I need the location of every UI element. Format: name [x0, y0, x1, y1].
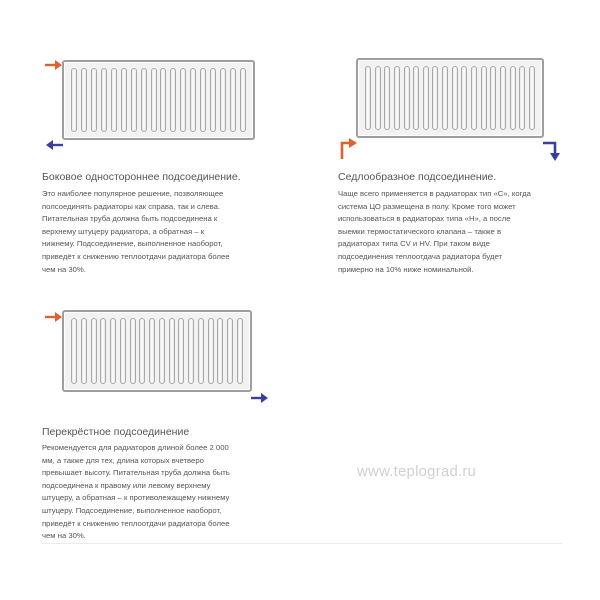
description-line: система ЦО размещена в полу. Кроме того может: [338, 201, 516, 211]
divider: [42, 543, 562, 544]
description-line: приведёт к снижению теплоотдачи радиатора более: [42, 518, 230, 528]
description-line: чем на 30%.: [42, 264, 86, 274]
radiator-fin: [131, 68, 137, 132]
radiator-fin: [471, 66, 477, 130]
radiator-fin: [432, 66, 438, 130]
radiator-fin: [413, 66, 419, 130]
radiator-fin: [81, 318, 87, 384]
panel-description: [338, 188, 573, 276]
description-line: нижнему. Подсоединение, выполненное наоборот,: [42, 239, 223, 249]
radiator-fin: [500, 66, 506, 130]
description-line: полсоединять радиаторы как справа, так и слева.: [42, 201, 221, 211]
radiator-fin: [510, 66, 516, 130]
panel-title: Седлообразное подсоединение.: [338, 171, 497, 183]
radiator-fin: [71, 318, 77, 384]
radiator-fin: [100, 318, 106, 384]
description-line: штуцеру. Подсоединение, выполненное наоборот,: [42, 505, 222, 515]
description-line: приведёт к снижению теплоотдачи радиатора более: [42, 251, 230, 261]
description-line: верхнему штуцеру радиатора, а обратная – к: [42, 226, 205, 236]
radiator-fin: [490, 66, 496, 130]
description-line: Рекомендуется для радиаторов длиной более 2 000: [42, 443, 229, 452]
radiator-fin: [110, 318, 116, 384]
description-line: использоваться в радиаторах типа «Н», а после: [338, 214, 511, 224]
radiator: [356, 58, 544, 138]
radiator-fin: [230, 68, 236, 132]
radiator-fin: [188, 318, 194, 384]
radiator-fin: [170, 68, 176, 132]
radiator-fin: [180, 68, 186, 132]
description-line: штуцеру, а обратная – к противолежащему нижнему: [42, 493, 230, 503]
radiator: [62, 60, 255, 140]
radiator-fin: [120, 318, 126, 384]
radiator-fin: [121, 68, 127, 132]
diagram-cross-connection: [42, 306, 277, 406]
radiator-fin: [210, 68, 216, 132]
radiator-fin: [384, 66, 390, 130]
radiator-fin: [217, 318, 223, 384]
radiator-fin: [200, 68, 206, 132]
radiator-fin: [159, 318, 165, 384]
return-bent-arrow-icon: [542, 140, 564, 166]
description-line: превышает высоту. Питательная труба должна быть: [42, 468, 230, 478]
panel-title: Перекрёстное подсоединение: [42, 426, 190, 438]
radiator-fin: [461, 66, 467, 130]
radiator-fins: [71, 318, 243, 384]
panel-description: [42, 188, 272, 276]
diagram-saddle-connection: [336, 55, 566, 165]
radiator-fin: [375, 66, 381, 130]
supply-bent-arrow-icon: [337, 135, 359, 161]
description-line: выемки термостатического клапана – также в: [338, 226, 502, 236]
radiator-fin: [220, 68, 226, 132]
panel-description: [42, 442, 272, 543]
radiator-fins: [71, 68, 246, 132]
radiator: [62, 310, 252, 392]
radiator-fin: [151, 68, 157, 132]
supply-arrow-icon: [44, 310, 64, 324]
radiator-fin: [91, 68, 97, 132]
radiator-fin: [81, 68, 87, 132]
radiator-fin: [529, 66, 535, 130]
radiator-fin: [178, 318, 184, 384]
radiator-fin: [149, 318, 155, 384]
radiator-fin: [519, 66, 525, 130]
radiator-fin: [237, 318, 243, 384]
radiator-fin: [365, 66, 371, 130]
radiator-fin: [91, 318, 97, 384]
return-arrow-icon: [250, 391, 270, 405]
radiator-fin: [190, 68, 196, 132]
radiator-fin: [404, 66, 410, 130]
radiator-fin: [160, 68, 166, 132]
radiator-fin: [481, 66, 487, 130]
description-line: мм, а также для тех, длина которых вчетверо: [42, 455, 204, 465]
radiator-fin: [208, 318, 214, 384]
panel-title: Боковое одностороннее подсоединение.: [42, 171, 241, 183]
radiator-fin: [452, 66, 458, 130]
radiator-fin: [71, 68, 77, 132]
radiator-fin: [141, 68, 147, 132]
description-line: подсоединения теплоотдача радиатора будет: [338, 251, 502, 261]
radiator-fin: [111, 68, 117, 132]
radiator-fin: [139, 318, 145, 384]
radiator-fins: [365, 66, 535, 130]
supply-arrow-icon: [44, 58, 64, 72]
description-line: Чаще всего применяется в радиаторах тип «С», когда: [338, 189, 531, 198]
radiator-fin: [442, 66, 448, 130]
radiator-fin: [394, 66, 400, 130]
radiator-fin: [101, 68, 107, 132]
description-line: радиаторах типа CV и HV. При таком виде: [338, 239, 490, 249]
description-line: Питательная труба должна быть подсоединена к: [42, 214, 218, 224]
radiator-fin: [130, 318, 136, 384]
diagram-side-connection: [42, 55, 277, 155]
radiator-fin: [227, 318, 233, 384]
description-line: чем на 30%.: [42, 531, 86, 541]
radiator-fin: [423, 66, 429, 130]
description-line: подсоединена к правому или левому верхнему: [42, 480, 211, 490]
radiator-fin: [240, 68, 246, 132]
return-arrow-icon: [44, 138, 64, 152]
description-line: Это наиболее популярное решение, позволяющее: [42, 189, 224, 198]
radiator-fin: [169, 318, 175, 384]
description-line: примерно на 10% ниже номинальной.: [338, 264, 474, 274]
watermark: www.teplograd.ru: [357, 463, 477, 480]
radiator-fin: [198, 318, 204, 384]
